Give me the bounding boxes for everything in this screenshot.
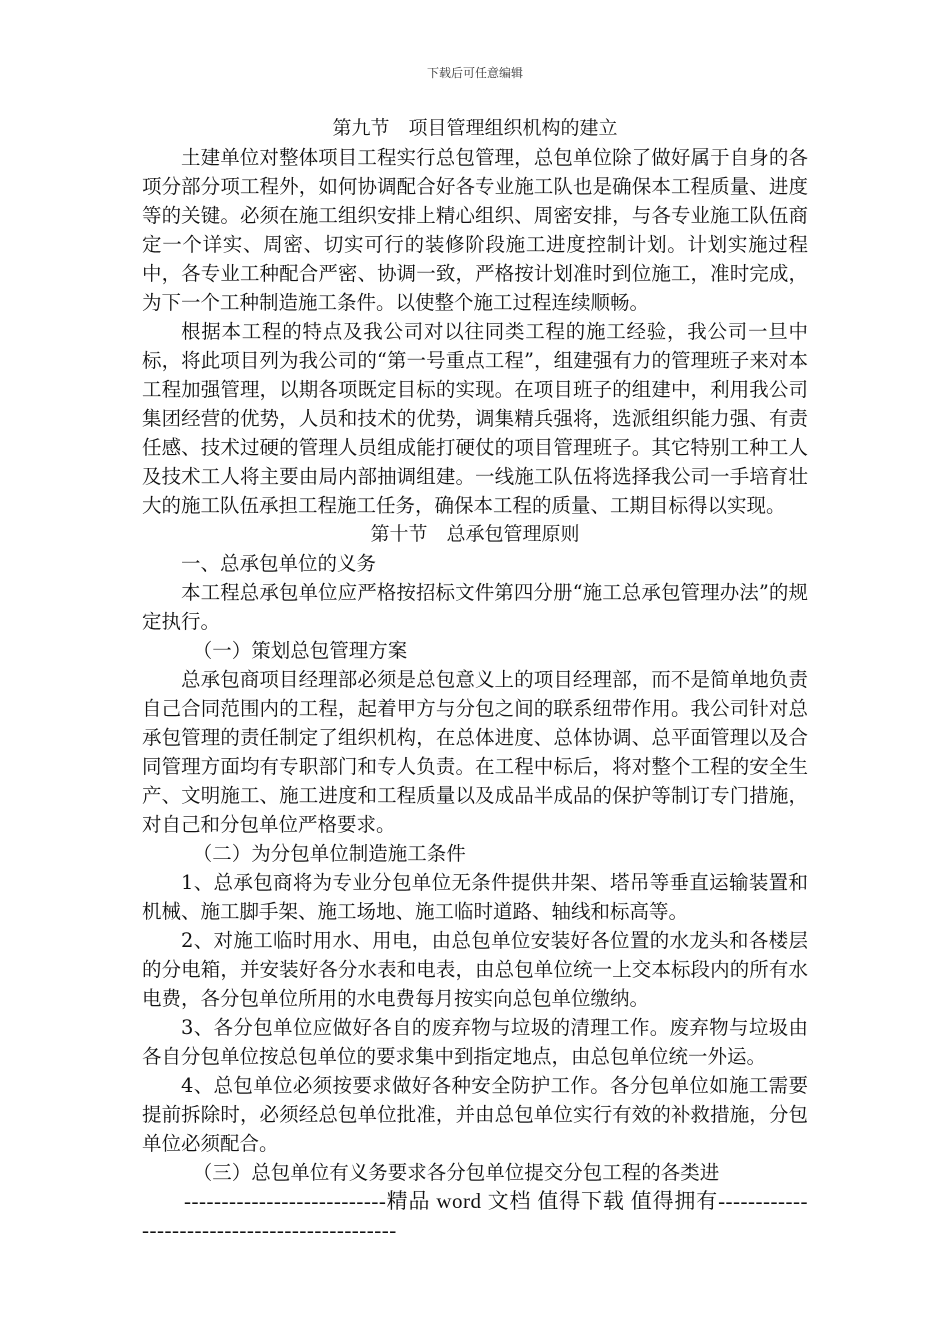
section-9-title: 第九节 项目管理组织机构的建立: [332, 117, 618, 139]
conditions-item: 1、总承包商将为专业分包单位无条件提供井架、塔吊等垂直运输装置和机械、施工脚手架、施工场地、施工临时道路、轴线和标高等。: [142, 871, 808, 923]
document-body: [142, 114, 808, 1245]
section-9-paragraph: 土建单位对整体项目工程实行总包管理，总包单位除了做好属于自身的各项分部分项工程外，如何协调配合好各专业施工队也是确保本工程质量、进度等的关键。必须在施工组织安排上精心组织、周密安排，与各专业施工队伍商定一个详实、周密、切实可行的装修阶段施工进度控制计划。计划实施过程中，各专业工种配合严密、协调一致，严格按计划准时到位施工，准时完成，为下一个工种制造施工条件。以使整个施工过程连续顺畅。: [142, 146, 808, 314]
header-note: 下载后可任意编辑: [426, 66, 523, 80]
obligations-heading: 一、总承包单位的义务: [181, 552, 377, 575]
subheading-plan: （一）策划总包管理方案: [192, 639, 408, 662]
subheading-conditions: （二）为分包单位制造施工条件: [192, 842, 466, 865]
subheading-submissions: （三）总包单位有义务要求各分包单位提交分包工程的各类进: [192, 1161, 720, 1184]
section-9-paragraph: 根据本工程的特点及我公司对以往同类工程的施工经验，我公司一旦中标，将此项目列为我公司的“第一号重点工程”，组建强有力的管理班子来对本工程加强管理，以期各项既定目标的实现。在项目班子的组建中，利用我公司集团经营的优势，人员和技术的优势，调集精兵强将，选派组织能力强、有责任感、技术过硬的管理人员组成能打硬仗的项目管理班子。其它特别工种工人及技术工人将主要由局内部抽调组建。一线施工队伍将选择我公司一手培育壮大的施工队伍承担工程施工任务，确保本工程的质量、工期目标得以实现。: [142, 320, 808, 517]
section-10-title: 第十节 总承包管理原则: [370, 523, 580, 545]
conditions-item: 2、对施工临时用水、用电，由总包单位安装好各位置的水龙头和各楼层的分电箱，并安装好各分水表和电表，由总包单位统一上交本标段内的所有水电费，各分包单位所用的水电费每月按实向总包单位缴纳。: [142, 929, 808, 1010]
conditions-item: 3、各分包单位应做好各自的废弃物与垃圾的清理工作。废弃物与垃圾由各自分包单位按总包单位的要求集中到指定地点，由总包单位统一外运。: [142, 1016, 808, 1068]
conditions-item: 4、总包单位必须按要求做好各种安全防护工作。各分包单位如施工需要提前拆除时，必须经总包单位批准，并由总包单位实行有效的补救措施，分包单位必须配合。: [142, 1074, 808, 1155]
obligations-intro: 本工程总承包单位应严格按招标文件第四分册“施工总承包管理办法”的规定执行。: [142, 581, 808, 633]
footer-banner: ---------------------------精品 word 文档 值得下载 值得拥有----------------------------------------------: [142, 1189, 808, 1242]
plan-paragraph: 总承包商项目经理部必须是总包意义上的项目经理部，而不是简单地负责自己合同范围内的工程，起着甲方与分包之间的联系纽带作用。我公司针对总承包管理的责任制定了组织机构，在总体进度、总体协调、总平面管理以及合同管理方面均有专职部门和专人负责。在工程中标后，将对整个工程的安全生产、文明施工、施工进度和工程质量以及成品半成品的保护等制订专门措施，对自己和分包单位严格要求。: [142, 668, 808, 836]
